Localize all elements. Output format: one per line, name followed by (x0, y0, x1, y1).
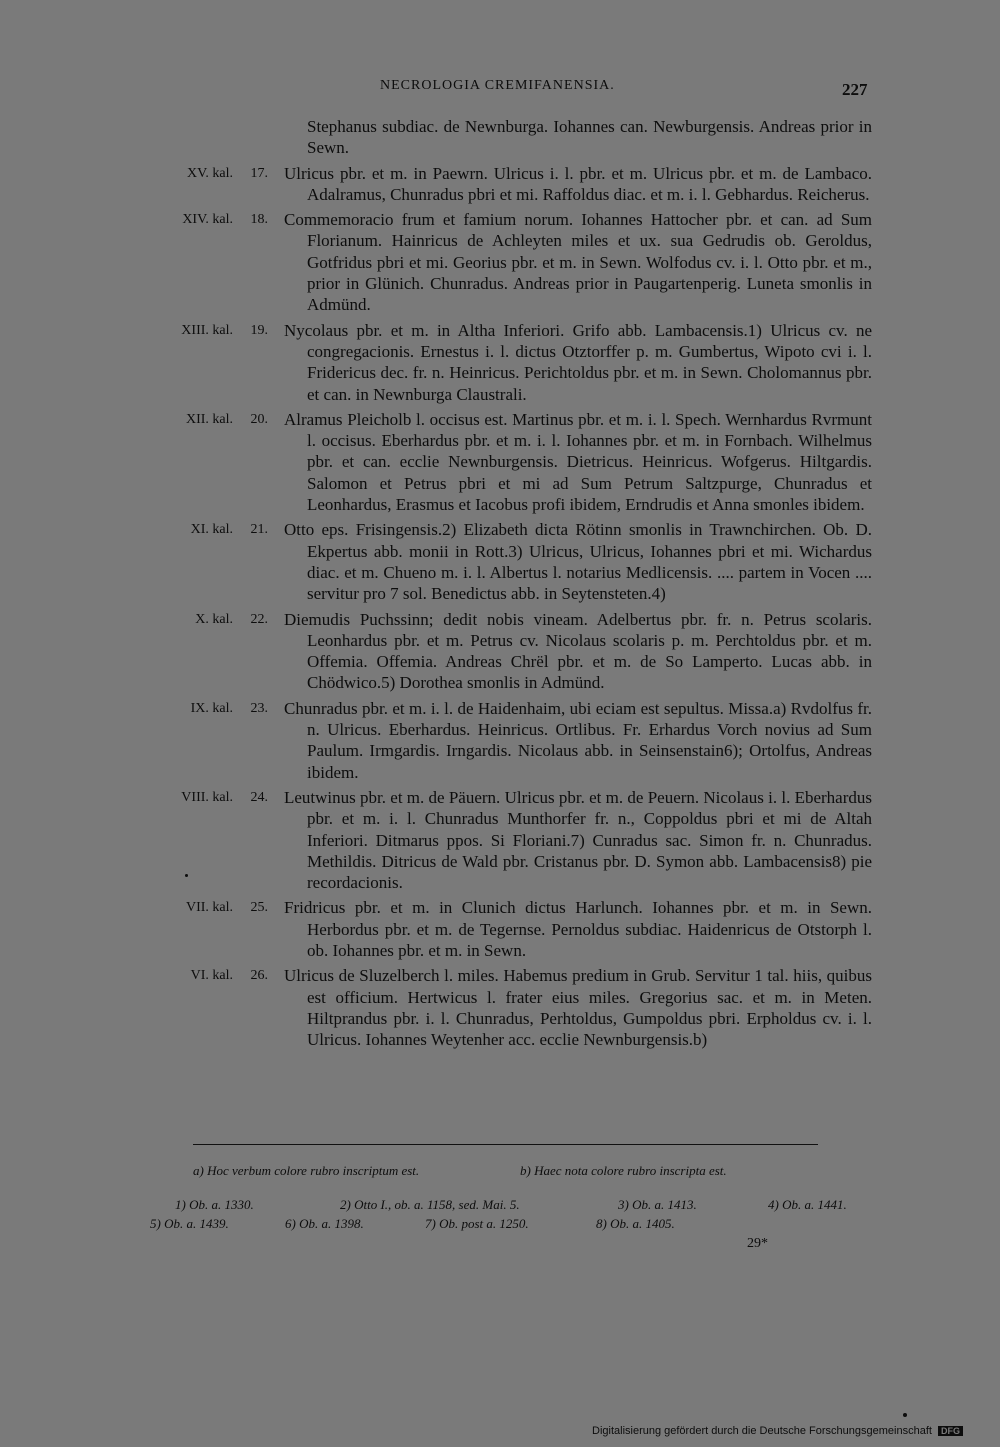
entry-text: Otto eps. Frisingensis.2) Elizabeth dicta Rötinn smonlis in Trawnchirchen. Ob. D. Ekpertus abb. monii in Rott.3) Ulricus, Ulricus, Iohannes pbri et mi. Wichardus diac. et m. Chueno m. i. l. Albertus l. notarius Medlicensis. .... partem in Vocen .... servitur pro 7 sol. Benedictus abb. in Seytensteten.4) (284, 520, 872, 604)
entry-viii-kal (0, 787, 1000, 893)
entry-date: VIII. kal. (181, 789, 233, 805)
entry-date: IX. kal. (190, 700, 233, 716)
entry-day: 20. (250, 411, 268, 427)
entry-date: XIV. kal. (182, 212, 233, 228)
speck (185, 874, 188, 877)
footnote: 8) Ob. a. 1405. (596, 1216, 675, 1231)
funding-footer (592, 1425, 963, 1437)
footnote: 4) Ob. a. 1441. (768, 1197, 847, 1212)
entry-day: 25. (250, 900, 268, 916)
entry-text: Ulricus de Sluzelberch l. miles. Habemus predium in Grub. Servitur 1 tal. hiis, quibus est officium. Hertwicus l. frater eius miles. Gregorius sac. et m. in Meten. Hiltprandus pbr. i. l. Chunradus, Perhtoldus, Gumpoldus pbri. Erpholdus cv. i. l. Ulricus. Iohannes Weytenher acc. ecclie Newnburgensis.b) (284, 966, 872, 1050)
entry-xii-kal (0, 409, 1000, 515)
entry-day: 23. (250, 700, 268, 716)
footnote: 6) Ob. a. 1398. (285, 1216, 364, 1231)
entry-vi-kal (0, 965, 1000, 1050)
dfg-logo: DFG (938, 1426, 963, 1436)
entry-text: Leutwinus pbr. et m. de Päuern. Ulricus pbr. et m. de Peuern. Nicolaus i. l. Eberhardus pbr. et m. i. l. Chunradus Munthorfer fr. n., Coppoldus pbri et mi de Altah Inferiori. Ditmarus ppos. Si Floriani.7) Cunradus sac. Simon fr. n. Chunradus. Methildis. Ditricus de Wald pbr. Cristanus pbr. D. Symon abb. Lambacensis8) pie recordacionis. (284, 787, 872, 893)
entry-text: Ulricus pbr. et m. in Paewrn. Ulricus i. l. pbr. et m. Ulricus pbr. et m. de Lambaco. Adalramus, Chunradus pbri et mi. Raffoldus diac. et m. i. l. Gebhardus. Reicherus. (284, 163, 872, 204)
footnote: 3) Ob. a. 1413. (618, 1197, 697, 1212)
entry-date: X. kal. (195, 611, 233, 627)
entry-text: Nycolaus pbr. et m. in Altha Inferiori. Grifo abb. Lambacensis.1) Ulricus cv. ne congregacionis. Ernestus i. l. dictus Otztorffer p. m. Gumbertus, Wipoto cvi i. l. Fridericus dec. fr. n. Heinricus. Perichtoldus pbr. et m. in Sewn. Cholomannus pbr. et can. in Newnburga Claustrali. (284, 320, 872, 404)
entry-date: XI. kal. (190, 522, 233, 538)
sheet-signature: 29* (747, 1236, 768, 1251)
entry-text: Alramus Pleicholb l. occisus est. Martinus pbr. et m. i. l. Spech. Wernhardus Rvrmunt l. occisus. Eberhardus pbr. et m. i. l. Iohannes pbr. et m. in Fornbach. Wilhelmus pbr. et can. ecclie Newnburgensis. Dietricus. Heinricus. Wofgerus. Hiltgardis. Salomon et Petrus pbri et mi ad Sum Petrum Saltzpurge, Chunradus et Leonhardus, Erasmus et Iacobus profi ibidem, Erndrudis et Anna smonles ibidem. (284, 409, 872, 515)
entry-date: XV. kal. (186, 165, 233, 181)
entry-day: 22. (250, 611, 268, 627)
entry-xv-kal (0, 163, 1000, 206)
entry-date: XII. kal. (185, 411, 233, 427)
note-a: a) Hoc verbum colore rubro inscriptum est. (193, 1163, 420, 1178)
entry-date: XIII. kal. (181, 322, 233, 338)
entry-date: VII. kal. (185, 900, 233, 916)
entry-text: Stephanus subdiac. de Newnburga. Iohannes can. Newburgensis. Andreas prior in Sewn. (307, 117, 872, 158)
entry-xiii-kal (0, 320, 1000, 405)
speck (903, 1413, 907, 1417)
entry-xi-kal (0, 519, 1000, 604)
footnote: 7) Ob. post a. 1250. (425, 1216, 529, 1231)
entry-x-kal (0, 609, 1000, 694)
footnote-rule (193, 1144, 818, 1145)
entry-day: 17. (250, 165, 268, 181)
entry-text: Commemoracio frum et famium norum. Iohannes Hattocher pbr. et can. ad Sum Florianum. Hainricus de Achleyten miles et ux. sua Gedrudis ob. Geroldus, Gotfridus pbri et mi. Georius pbr. et m. in Sewn. Wolfodus cv. i. l. Otto pbr. et m., prior in Glünich. Chunradus. Andreas prior in Paugartenperig. Luneta smonlis in Admünd. (284, 210, 872, 315)
entry-xiv-kal (0, 209, 1000, 315)
entry-date: VI. kal. (190, 968, 233, 984)
footnote: 5) Ob. a. 1439. (150, 1216, 229, 1231)
funding-text: Digitalisierung gefördert durch die Deutsche Forschungsgemeinschaft (592, 1425, 932, 1437)
entry-text: Fridricus pbr. et m. in Clunich dictus Harlunch. Iohannes pbr. et m. in Sewn. Herbordus pbr. et m. de Tegernse. Pernoldus subdiac. Haidenricus de Otstorph l. ob. Iohannes pbr. et m. in Sewn. (284, 898, 872, 960)
page-number: 227 (842, 80, 868, 99)
entry-day: 26. (250, 968, 268, 984)
footnote: 1) Ob. a. 1330. (175, 1197, 254, 1212)
necrology-entries (0, 116, 1000, 1054)
entry-ix-kal (0, 698, 1000, 783)
entry-day: 24. (250, 789, 268, 805)
entry-text: Chunradus pbr. et m. i. l. de Haidenhaim, ubi eciam est sepultus. Missa.a) Rvdolfus fr. n. Ulricus. Eberhardus. Heinricus. Ortlibus. Fr. Erhardus Vorch novius ad Sum Paulum. Irmgardis. Irngardis. Nicolaus abb. in Seinsenstain6); Ortolfus, Andreas ibidem. (284, 698, 872, 782)
entry-day: 19. (250, 322, 268, 338)
entry-day: 18. (250, 212, 268, 228)
note-b: b) Haec nota colore rubro inscripta est. (520, 1163, 727, 1178)
entry-day: 21. (250, 522, 268, 538)
running-title: NECROLOGIA CREMIFANENSIA. (380, 78, 615, 93)
entry-continuation (0, 116, 1000, 159)
footnote: 2) Otto I., ob. a. 1158, sed. Mai. 5. (340, 1197, 520, 1212)
entry-vii-kal (0, 897, 1000, 961)
entry-text: Diemudis Puchssinn; dedit nobis vineam. Adelbertus pbr. fr. n. Petrus scolaris. Leonhardus pbr. et m. Petrus cv. Nicolaus scolaris p. m. Perchtoldus pbr. et m. Offemia. Offemia. Andreas Chrël pbr. et m. de So Lamperto. Lucas abb. in Chödwico.5) Dorothea smonlis in Admünd. (284, 609, 872, 693)
